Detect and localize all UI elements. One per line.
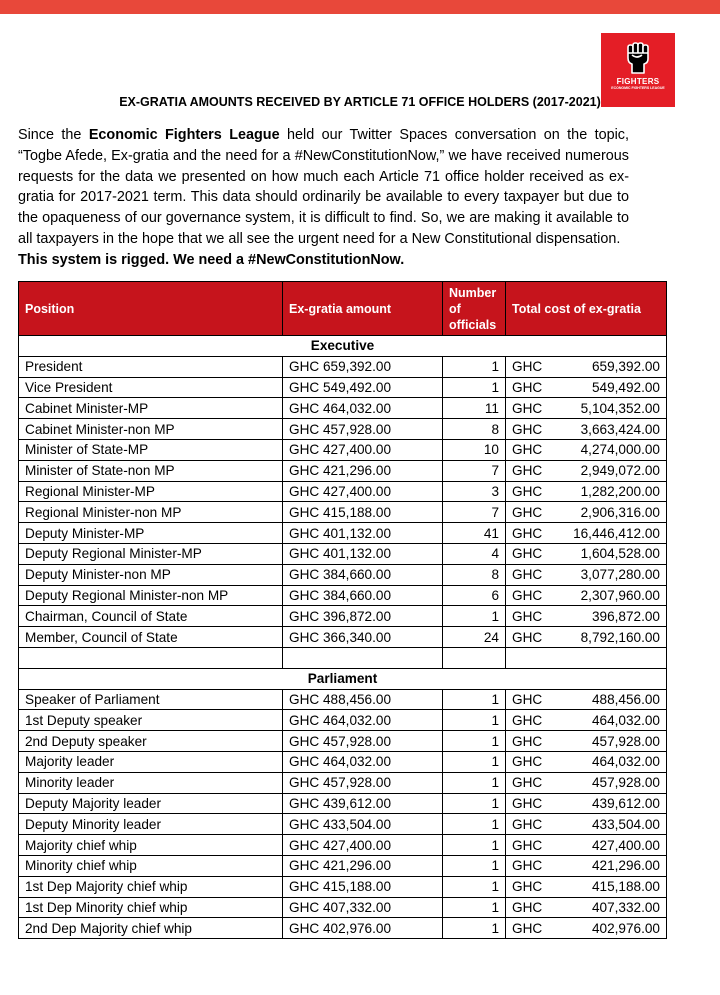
cell-amount: GHC 464,032.00 [283,751,443,772]
cell-total [506,751,667,772]
cell-count: 1 [443,835,506,856]
cell-amount: GHC 421,296.00 [283,460,443,481]
empty-cell [19,647,283,668]
table-row [19,585,667,606]
total-currency: GHC [512,504,543,520]
total-amount: 659,392.00 [591,359,660,375]
cell-total [506,855,667,876]
cell-amount: GHC 457,928.00 [283,419,443,440]
cell-total [506,377,667,398]
cell-position: Cabinet Minister-MP [19,398,283,419]
total-currency: GHC [512,483,543,499]
cell-position: Deputy Regional Minister-non MP [19,585,283,606]
table-row [19,835,667,856]
cell-amount: GHC 549,492.00 [283,377,443,398]
cell-amount: GHC 384,660.00 [283,564,443,585]
cell-count: 11 [443,398,506,419]
total-amount: 421,296.00 [591,858,660,874]
cell-count: 7 [443,502,506,523]
cell-count: 1 [443,356,506,377]
empty-cell [443,647,506,668]
cell-amount: GHC 421,296.00 [283,855,443,876]
total-currency: GHC [512,712,543,728]
cell-amount: GHC 396,872.00 [283,606,443,627]
empty-cell [506,647,667,668]
cell-position: 1st Deputy speaker [19,710,283,731]
cell-position: President [19,356,283,377]
total-currency: GHC [512,837,543,853]
table-row [19,481,667,502]
table-row [19,502,667,523]
total-currency: GHC [512,567,543,583]
total-amount: 396,872.00 [591,608,660,624]
cell-position: Deputy Minister-non MP [19,564,283,585]
cell-amount: GHC 384,660.00 [283,585,443,606]
table-header-row [19,282,667,336]
table-row [19,356,667,377]
total-amount: 427,400.00 [591,837,660,853]
total-currency: GHC [512,463,543,479]
total-amount: 402,976.00 [591,920,660,936]
total-amount: 439,612.00 [591,795,660,811]
total-amount: 3,663,424.00 [580,421,660,437]
total-currency: GHC [512,775,543,791]
total-amount: 464,032.00 [591,712,660,728]
cell-amount: GHC 457,928.00 [283,731,443,752]
cell-amount: GHC 366,340.00 [283,627,443,648]
cell-total [506,439,667,460]
table-row [19,564,667,585]
cell-position: 1st Dep Majority chief whip [19,876,283,897]
cell-count: 41 [443,523,506,544]
cell-amount: GHC 407,332.00 [283,897,443,918]
table-row [19,918,667,939]
cell-total [506,876,667,897]
cell-position: Majority leader [19,751,283,772]
cell-count: 4 [443,543,506,564]
top-accent-bar [0,0,720,14]
table-row [19,689,667,710]
cell-position: Member, Council of State [19,627,283,648]
section-header-row [19,336,667,357]
cell-amount: GHC 439,612.00 [283,793,443,814]
intro-body: held our Twitter Spaces conversation on the topic, “Togbe Afede, Ex-gratia and the need for a #NewConstitutionNow,” we have received numerous requests for the data we presented on how much each Article 71 office holder received as ex-gratia for 2017-2021 term. This data should ordinarily be available to every taxpayer but due to the opaqueness of our governance system, it is difficult to find. So, we are making it available to all taxpayers in the hope that we all see the urgent need for a New Constitutional dispensation. [18,127,629,247]
header-total: Total cost of ex-gratia [506,282,667,336]
cell-position: Minority leader [19,772,283,793]
total-amount: 3,077,280.00 [580,567,660,583]
cell-position: 1st Dep Minority chief whip [19,897,283,918]
total-amount: 5,104,352.00 [580,400,660,416]
total-amount: 488,456.00 [591,691,660,707]
cell-amount: GHC 427,400.00 [283,439,443,460]
cell-position: Deputy Regional Minister-MP [19,543,283,564]
total-currency: GHC [512,858,543,874]
cell-position: Regional Minister-non MP [19,502,283,523]
table-row [19,772,667,793]
cell-total [506,918,667,939]
cell-total [506,398,667,419]
table-row [19,876,667,897]
intro-closing: This system is rigged. We need a #NewConstitutionNow. [18,251,405,268]
cell-position: Minister of State-non MP [19,460,283,481]
total-amount: 433,504.00 [591,816,660,832]
cell-position: Minority chief whip [19,855,283,876]
total-amount: 457,928.00 [591,775,660,791]
total-amount: 2,906,316.00 [580,504,660,520]
total-currency: GHC [512,421,543,437]
cell-count: 1 [443,855,506,876]
cell-total [506,793,667,814]
total-amount: 464,032.00 [591,754,660,770]
raised-fist-icon [623,39,653,75]
cell-position: Regional Minister-MP [19,481,283,502]
cell-position: Deputy Majority leader [19,793,283,814]
total-currency: GHC [512,379,543,395]
cell-amount: GHC 488,456.00 [283,689,443,710]
cell-total [506,814,667,835]
cell-amount: GHC 401,132.00 [283,543,443,564]
cell-position: Majority chief whip [19,835,283,856]
table-row [19,897,667,918]
cell-count: 1 [443,731,506,752]
cell-position: Cabinet Minister-non MP [19,419,283,440]
total-amount: 2,949,072.00 [580,463,660,479]
total-currency: GHC [512,816,543,832]
cell-amount: GHC 401,132.00 [283,523,443,544]
cell-total [506,627,667,648]
cell-amount: GHC 402,976.00 [283,918,443,939]
total-currency: GHC [512,442,543,458]
total-currency: GHC [512,608,543,624]
total-currency: GHC [512,920,543,936]
cell-count: 1 [443,606,506,627]
total-currency: GHC [512,359,543,375]
cell-amount: GHC 464,032.00 [283,710,443,731]
table-row [19,751,667,772]
cell-position: Deputy Minority leader [19,814,283,835]
table-spacer-row [19,647,667,668]
cell-amount: GHC 427,400.00 [283,481,443,502]
cell-total [506,897,667,918]
total-currency: GHC [512,691,543,707]
logo-subtitle: ECONOMIC FIGHTERS LEAGUE [611,86,665,90]
intro-org: Economic Fighters League [88,127,280,143]
cell-total [506,585,667,606]
total-currency: GHC [512,879,543,895]
intro-pre: Since the [18,127,89,143]
cell-total [506,710,667,731]
cell-amount: GHC 415,188.00 [283,502,443,523]
table-row [19,398,667,419]
cell-amount: GHC 659,392.00 [283,356,443,377]
cell-position: Chairman, Council of State [19,606,283,627]
total-currency: GHC [512,795,543,811]
table-row [19,543,667,564]
intro-paragraph [18,125,629,271]
cell-count: 1 [443,814,506,835]
table-row [19,731,667,752]
cell-total [506,502,667,523]
cell-position: Speaker of Parliament [19,689,283,710]
table-row [19,793,667,814]
cell-position: Minister of State-MP [19,439,283,460]
total-amount: 2,307,960.00 [580,587,660,603]
table-row [19,855,667,876]
cell-count: 3 [443,481,506,502]
table-row [19,627,667,648]
cell-amount: GHC 457,928.00 [283,772,443,793]
cell-total [506,481,667,502]
cell-count: 24 [443,627,506,648]
cell-count: 1 [443,751,506,772]
cell-count: 1 [443,918,506,939]
cell-position: Vice President [19,377,283,398]
cell-count: 1 [443,897,506,918]
cell-count: 1 [443,772,506,793]
cell-total [506,419,667,440]
cell-amount: GHC 433,504.00 [283,814,443,835]
section-header-row [19,668,667,689]
cell-position: 2nd Dep Majority chief whip [19,918,283,939]
total-currency: GHC [512,587,543,603]
cell-count: 1 [443,876,506,897]
total-amount: 4,274,000.00 [580,442,660,458]
total-amount: 407,332.00 [591,899,660,915]
table-row [19,439,667,460]
cell-total [506,460,667,481]
total-amount: 549,492.00 [591,379,660,395]
total-currency: GHC [512,400,543,416]
cell-count: 7 [443,460,506,481]
section-title: Executive [19,336,667,357]
cell-position: Deputy Minister-MP [19,523,283,544]
cell-count: 1 [443,689,506,710]
total-currency: GHC [512,629,543,645]
logo-title: FIGHTERS [616,77,660,86]
table-row [19,814,667,835]
cell-total [506,835,667,856]
cell-total [506,731,667,752]
cell-count: 1 [443,793,506,814]
total-currency: GHC [512,754,543,770]
table-row [19,460,667,481]
total-amount: 8,792,160.00 [580,629,660,645]
cell-count: 8 [443,564,506,585]
table-row [19,523,667,544]
cell-count: 10 [443,439,506,460]
cell-count: 8 [443,419,506,440]
total-amount: 1,604,528.00 [580,546,660,562]
total-amount: 415,188.00 [591,879,660,895]
cell-count: 1 [443,710,506,731]
table-row [19,606,667,627]
cell-total [506,543,667,564]
table-body [19,336,667,939]
cell-count: 6 [443,585,506,606]
total-currency: GHC [512,546,543,562]
total-amount: 1,282,200.00 [580,483,660,499]
empty-cell [283,647,443,668]
table-row [19,377,667,398]
ex-gratia-table [18,281,667,939]
total-amount: 457,928.00 [591,733,660,749]
total-currency: GHC [512,733,543,749]
cell-amount: GHC 427,400.00 [283,835,443,856]
section-title: Parliament [19,668,667,689]
cell-total [506,356,667,377]
total-amount: 16,446,412.00 [573,525,660,541]
cell-count: 1 [443,377,506,398]
cell-position: 2nd Deputy speaker [19,731,283,752]
cell-total [506,564,667,585]
cell-total [506,772,667,793]
header-position: Position [19,282,283,336]
cell-amount: GHC 415,188.00 [283,876,443,897]
cell-total [506,523,667,544]
header-count: Number of officials [443,282,506,336]
cell-amount: GHC 464,032.00 [283,398,443,419]
table-row [19,419,667,440]
document-title: EX-GRATIA AMOUNTS RECEIVED BY ARTICLE 71 OFFICE HOLDERS (2017-2021) [119,95,601,109]
table-row [19,710,667,731]
header-amount: Ex-gratia amount [283,282,443,336]
cell-total [506,606,667,627]
total-currency: GHC [512,525,543,541]
total-currency: GHC [512,899,543,915]
cell-total [506,689,667,710]
